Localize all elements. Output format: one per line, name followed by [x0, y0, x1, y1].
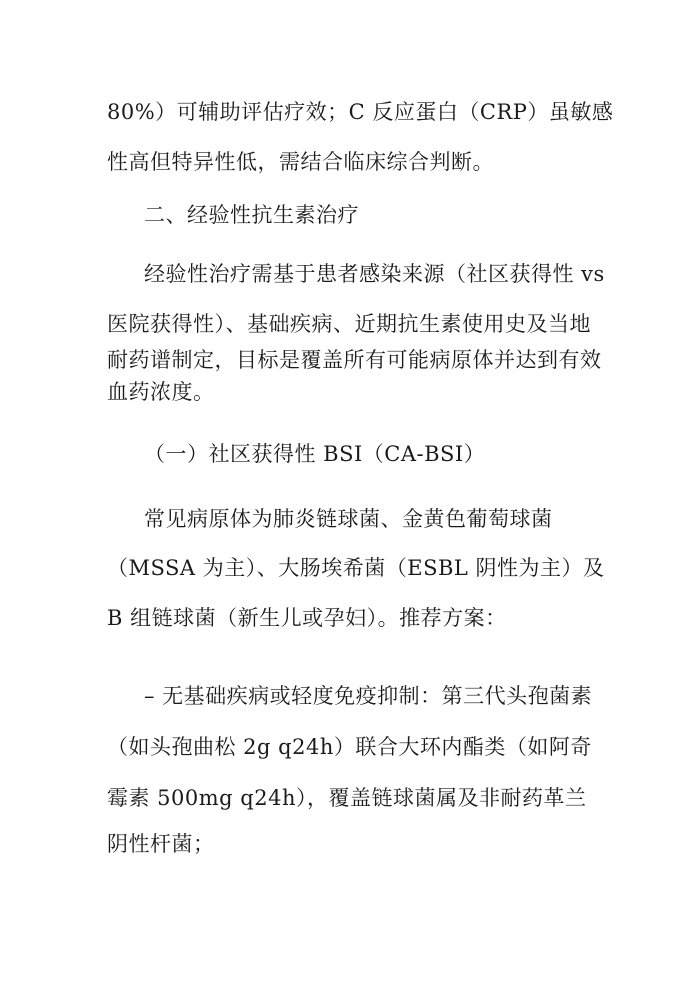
- subsection-heading-ca-bsi: （一）社区获得性 BSI（CA-BSI）: [144, 442, 486, 466]
- paragraph-pathogens-line-2: （MSSA 为主）、大肠埃希菌（ESBL 阴性为主）及: [107, 556, 605, 580]
- section-heading-empiric-therapy: 二、经验性抗生素治疗: [144, 203, 359, 227]
- list-item-regimen-line-3: 霉素 500mg q24h），覆盖链球菌属及非耐药革兰: [107, 786, 587, 810]
- list-item-regimen-line-1: – 无基础疾病或轻度免疫抑制：第三代头孢菌素: [144, 684, 593, 708]
- paragraph-crp-line-1: 80%）可辅助评估疗效；C 反应蛋白（CRP）虽敏感: [107, 100, 614, 124]
- paragraph-empiric-line-4: 血药浓度。: [107, 380, 215, 404]
- paragraph-pathogens-line-3: B 组链球菌（新生儿或孕妇）。推荐方案：: [107, 606, 507, 630]
- paragraph-pathogens-line-1: 常见病原体为肺炎链球菌、金黄色葡萄球菌: [144, 507, 553, 531]
- list-item-regimen-line-2: （如头孢曲松 2g q24h）联合大环内酯类（如阿奇: [107, 735, 592, 759]
- paragraph-empiric-line-2: 医院获得性）、基础疾病、近期抗生素使用史及当地: [107, 312, 591, 336]
- paragraph-empiric-line-3: 耐药谱制定，目标是覆盖所有可能病原体并达到有效: [107, 348, 602, 372]
- list-item-regimen-line-4: 阴性杆菌；: [107, 832, 215, 856]
- paragraph-empiric-line-1: 经验性治疗需基于患者感染来源（社区获得性 vs: [144, 262, 605, 286]
- paragraph-crp-line-2: 性高但特异性低，需结合临床综合判断。: [107, 150, 494, 174]
